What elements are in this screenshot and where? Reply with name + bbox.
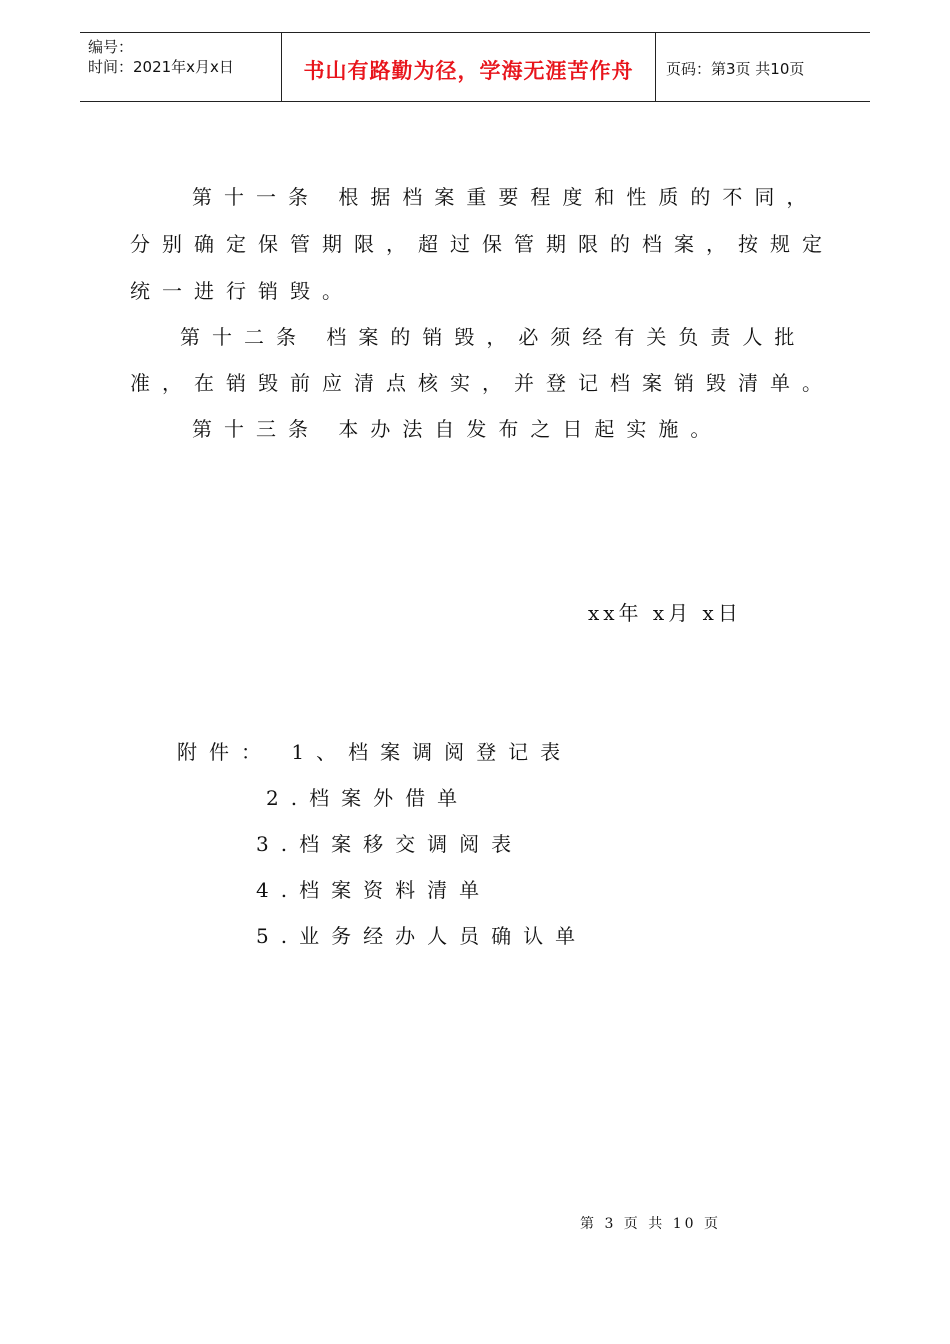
- attachment-2: 2.档案外借单: [266, 786, 470, 810]
- attachment-1: 附件： 1、档案调阅登记表: [177, 740, 573, 764]
- header-divider: [655, 33, 656, 101]
- signature-date: xx年 x月 x日: [588, 601, 742, 625]
- article-12-line-2: 准，在销毁前应清点核实，并登记档案销毁清单。: [130, 371, 834, 395]
- article-11-line-3: 统一进行销毁。: [130, 279, 354, 303]
- article-11-line-1: 第十一条 根据档案重要程度和性质的不同，: [192, 185, 819, 209]
- attachment-4: 4.档案资料清单: [256, 878, 492, 902]
- header-page-info: 页码：第3页 共10页: [666, 60, 805, 78]
- number-label: 编号：: [88, 38, 134, 56]
- article-12-line-1: 第十二条 档案的销毁，必须经有关负责人批: [180, 325, 807, 349]
- header-meta: [88, 37, 234, 77]
- page-footer: 第 3 页 共 10 页: [580, 1216, 721, 1232]
- attachment-3: 3.档案移交调阅表: [256, 832, 524, 856]
- attachment-5: 5.业务经办人员确认单: [256, 924, 588, 948]
- document-header: [80, 32, 870, 102]
- article-13-line-1: 第十三条 本办法自发布之日起实施。: [192, 417, 723, 441]
- header-motto: 书山有路勤为径，学海无涯苦作舟: [303, 59, 634, 83]
- time-label: 时间：2021年x月x日: [88, 58, 234, 76]
- article-11-line-2: 分别确定保管期限，超过保管期限的档案，按规定: [130, 232, 834, 256]
